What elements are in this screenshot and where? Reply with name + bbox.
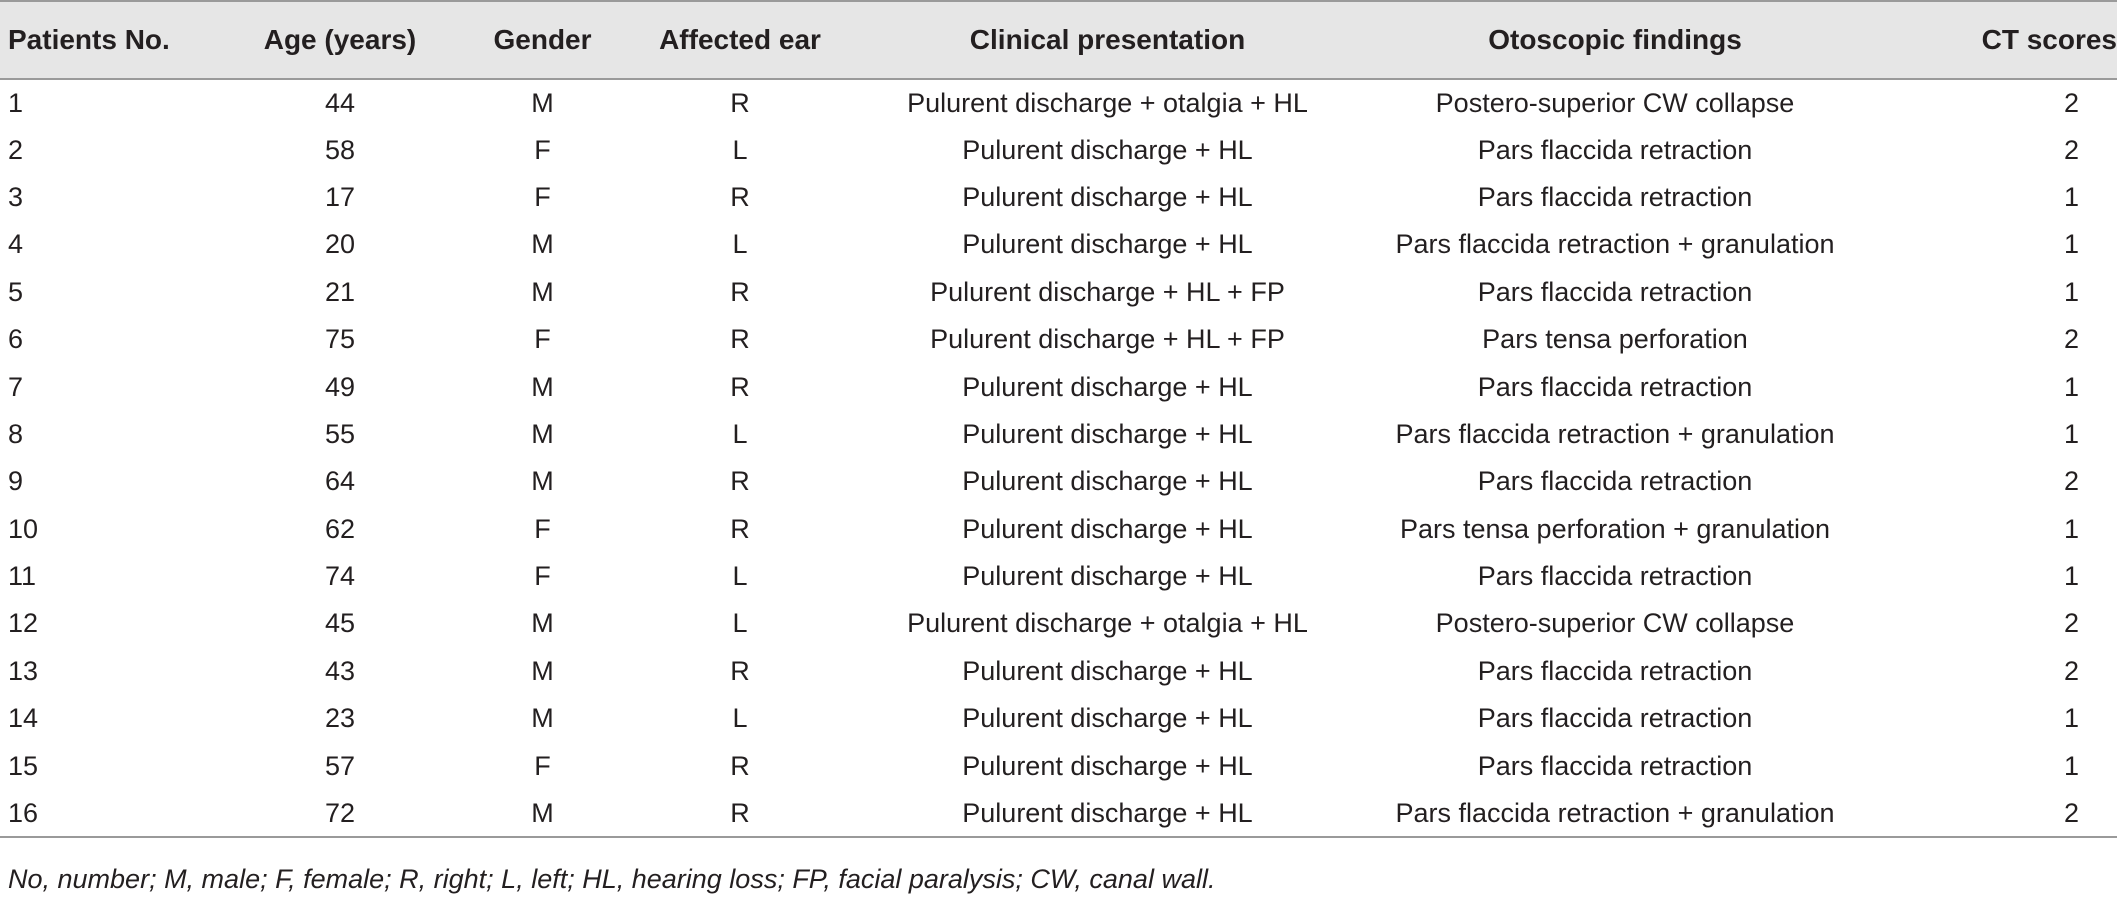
table-header [0, 1, 2117, 79]
cell-otoscopic-findings: Pars flaccida retraction [1477, 371, 1753, 402]
cell-age: 75 [324, 324, 356, 355]
cell-clinical-presentation: Pulurent discharge + HL [962, 703, 1253, 734]
table-row [0, 174, 2117, 221]
cell-clinical-presentation: Pulurent discharge + HL [855, 790, 1360, 837]
cell-otoscopic-findings: Pars flaccida retraction [1477, 703, 1753, 734]
cell-otoscopic-findings: Pars flaccida retraction [1477, 750, 1753, 781]
table-footnote: No, number; M, male; F, female; R, right; L, left; HL, hearing loss; FP, facial paralysis; CW, canal wall. [8, 864, 1216, 894]
cell-age: 21 [324, 276, 356, 307]
cell-ct-score: 1 [2063, 371, 2079, 402]
cell-age: 72 [220, 790, 460, 837]
header-gender: Gender [460, 1, 625, 79]
table-row [0, 790, 2117, 837]
cell-age: 44 [324, 87, 356, 118]
table-row [0, 648, 2117, 695]
cell-age: 55 [324, 418, 356, 449]
cell-otoscopic-findings: Pars flaccida retraction + granulation [1395, 229, 1835, 260]
cell-clinical-presentation: Pulurent discharge + HL [962, 229, 1253, 260]
cell-age: 23 [324, 703, 356, 734]
cell-patient-no: 8 [8, 418, 24, 449]
cell-gender: F [534, 561, 551, 592]
cell-otoscopic-findings: Pars flaccida retraction + granulation [1360, 790, 1870, 837]
cell-otoscopic-findings: Pars flaccida retraction + granulation [1395, 418, 1835, 449]
cell-otoscopic-findings: Pars flaccida retraction [1477, 276, 1753, 307]
cell-patient-no: 7 [8, 371, 24, 402]
cell-gender: M [531, 229, 554, 260]
cell-gender: M [531, 466, 554, 497]
cell-ct-score: 1 [2063, 418, 2079, 449]
cell-age: 20 [324, 229, 356, 260]
cell-ct-score: 2 [1870, 790, 2117, 837]
cell-patient-no: 9 [8, 466, 24, 497]
cell-ct-score: 1 [2063, 703, 2079, 734]
cell-otoscopic-findings: Pars flaccida retraction [1477, 181, 1753, 212]
cell-gender: F [534, 324, 551, 355]
cell-age: 43 [324, 655, 356, 686]
cell-affected-ear: R [625, 790, 855, 837]
cell-ct-score: 1 [2063, 181, 2079, 212]
table-row [0, 126, 2117, 173]
cell-clinical-presentation: Pulurent discharge + HL [962, 418, 1253, 449]
cell-ct-score: 1 [2063, 229, 2079, 260]
cell-affected-ear: R [730, 655, 750, 686]
cell-age: 64 [324, 466, 356, 497]
cell-clinical-presentation: Pulurent discharge + HL + FP [930, 324, 1285, 355]
cell-affected-ear: R [730, 513, 750, 544]
cell-gender: F [534, 750, 551, 781]
cell-ct-score: 2 [2063, 608, 2079, 639]
cell-gender: F [534, 181, 551, 212]
cell-affected-ear: L [732, 608, 748, 639]
header-otoscopic-findings: Otoscopic findings [1360, 1, 1870, 79]
header-affected-ear: Affected ear [625, 1, 855, 79]
table-row [0, 269, 2117, 316]
cell-affected-ear: R [730, 276, 750, 307]
cell-patient-no: 3 [8, 181, 24, 212]
cell-ct-score: 2 [2063, 466, 2079, 497]
cell-ct-score: 1 [2063, 513, 2079, 544]
table-row [0, 221, 2117, 268]
cell-otoscopic-findings: Pars tensa perforation [1482, 324, 1748, 355]
cell-gender: M [531, 608, 554, 639]
cell-ct-score: 2 [2063, 87, 2079, 118]
cell-ct-score: 2 [2063, 655, 2079, 686]
cell-affected-ear: L [732, 703, 748, 734]
cell-affected-ear: L [732, 134, 748, 165]
cell-age: 62 [324, 513, 356, 544]
cell-affected-ear: R [730, 466, 750, 497]
cell-age: 58 [324, 134, 356, 165]
cell-patient-no: 12 [8, 608, 39, 639]
cell-ct-score: 2 [2063, 134, 2079, 165]
cell-clinical-presentation: Pulurent discharge + otalgia + HL [907, 608, 1308, 639]
cell-otoscopic-findings: Pars flaccida retraction [1477, 134, 1753, 165]
cell-affected-ear: L [732, 229, 748, 260]
cell-clinical-presentation: Pulurent discharge + HL [962, 513, 1253, 544]
cell-patient-no: 11 [8, 561, 37, 592]
cell-age: 17 [324, 181, 356, 212]
cell-gender: M [460, 790, 625, 837]
cell-patient-no: 16 [0, 790, 220, 837]
cell-clinical-presentation: Pulurent discharge + HL [962, 466, 1253, 497]
cell-clinical-presentation: Pulurent discharge + HL [962, 750, 1253, 781]
cell-ct-score: 2 [2063, 324, 2079, 355]
cell-age: 49 [324, 371, 356, 402]
cell-otoscopic-findings: Pars tensa perforation + granulation [1399, 513, 1831, 544]
cell-patient-no: 5 [8, 276, 24, 307]
header-row [0, 1, 2117, 79]
cell-clinical-presentation: Pulurent discharge + HL [962, 561, 1253, 592]
table-row [0, 411, 2117, 458]
cell-gender: F [534, 134, 551, 165]
header-age: Age (years) [220, 1, 460, 79]
cell-affected-ear: L [732, 561, 748, 592]
table-row [0, 316, 2117, 363]
cell-gender: F [534, 513, 551, 544]
cell-clinical-presentation: Pulurent discharge + HL [962, 181, 1253, 212]
table-row [0, 553, 2117, 600]
table-row [0, 742, 2117, 789]
cell-ct-score: 1 [2063, 276, 2079, 307]
cell-patient-no: 14 [8, 703, 39, 734]
cell-gender: M [531, 87, 554, 118]
cell-clinical-presentation: Pulurent discharge + HL [962, 134, 1253, 165]
cell-gender: M [531, 703, 554, 734]
cell-ct-score: 1 [2063, 561, 2079, 592]
table-row [0, 506, 2117, 553]
cell-age: 45 [324, 608, 356, 639]
table-row [0, 600, 2117, 647]
cell-clinical-presentation: Pulurent discharge + HL [962, 655, 1253, 686]
cell-otoscopic-findings: Pars flaccida retraction [1477, 561, 1753, 592]
table-row [0, 79, 2117, 126]
cell-affected-ear: R [730, 87, 750, 118]
cell-affected-ear: R [730, 750, 750, 781]
cell-gender: M [531, 655, 554, 686]
cell-gender: M [531, 276, 554, 307]
cell-affected-ear: R [730, 181, 750, 212]
header-ct-scores: CT scores [1870, 1, 2117, 79]
cell-otoscopic-findings: Postero-superior CW collapse [1435, 608, 1795, 639]
cell-otoscopic-findings: Pars flaccida retraction [1477, 466, 1753, 497]
header-clinical-presentation: Clinical presentation [855, 1, 1360, 79]
cell-patient-no: 2 [8, 134, 24, 165]
cell-patient-no: 13 [8, 655, 39, 686]
cell-clinical-presentation: Pulurent discharge + HL + FP [930, 276, 1285, 307]
table-row [0, 458, 2117, 505]
cell-patient-no: 10 [8, 513, 39, 544]
cell-patient-no: 15 [8, 750, 39, 781]
cell-age: 74 [324, 561, 356, 592]
table-row [0, 363, 2117, 410]
cell-otoscopic-findings: Postero-superior CW collapse [1435, 87, 1795, 118]
cell-affected-ear: R [730, 324, 750, 355]
cell-patient-no: 1 [8, 87, 24, 118]
cell-gender: M [531, 418, 554, 449]
cell-affected-ear: R [730, 371, 750, 402]
cell-clinical-presentation: Pulurent discharge + otalgia + HL [907, 87, 1308, 118]
cell-affected-ear: L [732, 418, 748, 449]
cell-age: 57 [324, 750, 356, 781]
cell-gender: M [531, 371, 554, 402]
cell-patient-no: 6 [8, 324, 24, 355]
table-row [0, 695, 2117, 742]
cell-clinical-presentation: Pulurent discharge + HL [962, 371, 1253, 402]
table-body [0, 79, 2117, 837]
cell-patient-no: 4 [8, 229, 24, 260]
header-patient-no: Patients No. [0, 1, 220, 79]
cell-ct-score: 1 [2063, 750, 2079, 781]
cell-otoscopic-findings: Pars flaccida retraction [1477, 655, 1753, 686]
